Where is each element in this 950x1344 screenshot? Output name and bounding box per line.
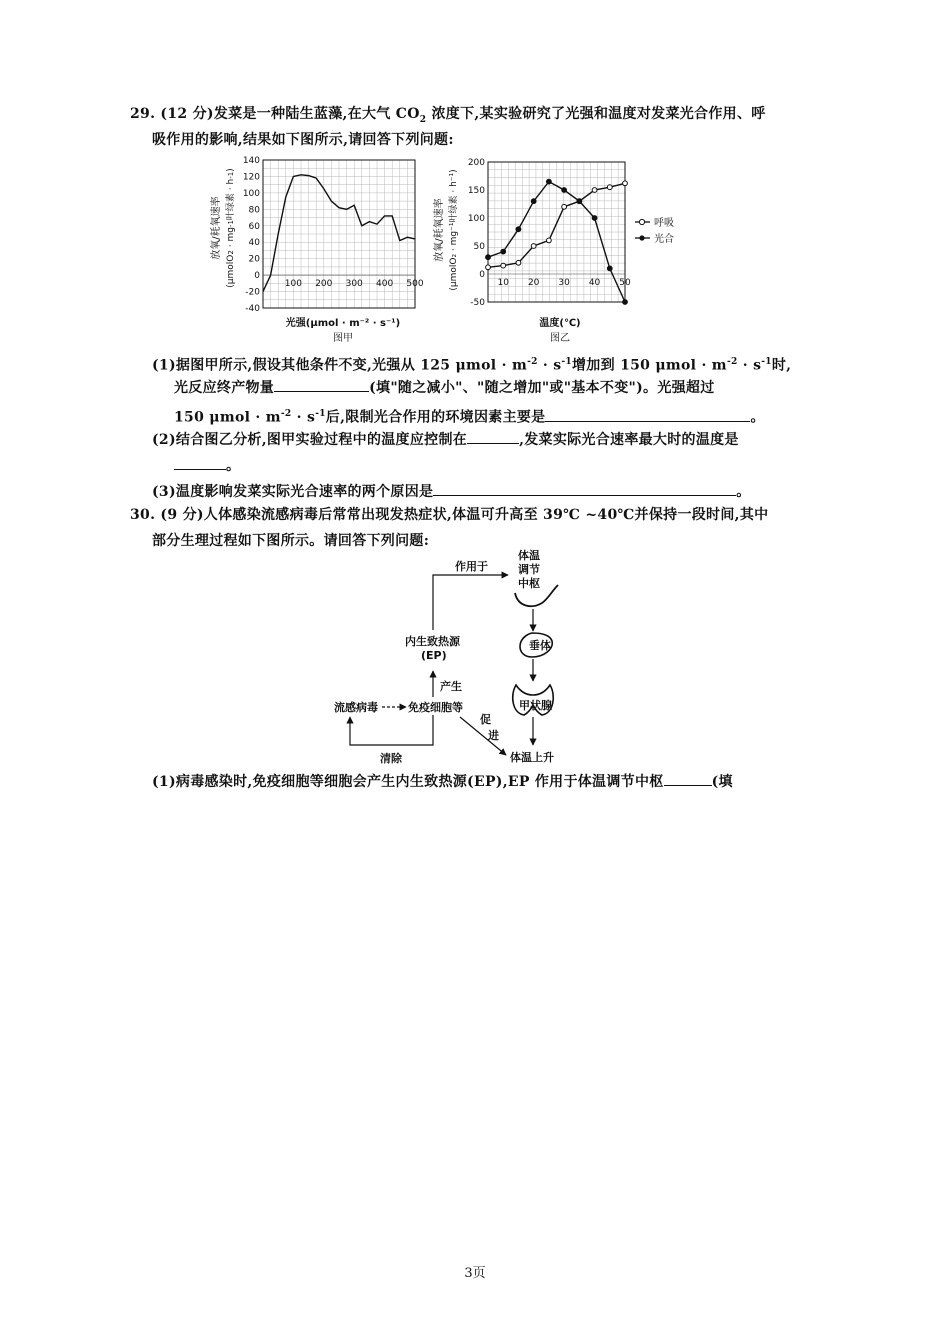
chart-jia-ytick: -20 (245, 287, 260, 298)
chart-yi-ytick: 50 (473, 242, 485, 252)
q30-line2: 部分生理过程如下图所示。请回答下列问题: (152, 533, 430, 549)
q30-p1: (1)病毒感染时,免疫细胞等细胞会产生内生致热源(EP),EP 作用于体温调节中枢 (填 (152, 771, 733, 793)
chart-jia-ytick: 20 (248, 254, 260, 265)
label-promote-1: 促 (480, 713, 491, 726)
chart-jia-caption: 图甲 (333, 333, 353, 342)
chart-yi-point (531, 199, 536, 204)
chart-jia-xtick: 100 (284, 279, 302, 290)
chart-yi-point (623, 181, 628, 186)
q29-p2-line1: (2)结合图乙分析,图甲实验过程中的温度应控制在 ,发菜实际光合速率最大时的温度是 (152, 429, 739, 451)
label-promote-2: 进 (488, 729, 499, 742)
q29-p1-line2: 光反应终产物量 (填"随之减小"、"随之增加"或"基本不变")。光强超过 (174, 377, 715, 399)
chart-jia-ytick: 120 (242, 172, 260, 183)
answer-blank-3[interactable] (467, 429, 519, 444)
chart-yi-point (486, 265, 491, 270)
legend-resp-label: 呼吸 (654, 218, 674, 229)
chart-jia-ytick: 140 (242, 156, 260, 166)
chart-yi-xtick: 10 (497, 278, 509, 288)
chart-jia (205, 150, 425, 342)
q29-p2-line2: 。 (174, 455, 240, 477)
page-number: 3页 (464, 1266, 486, 1281)
chart-jia-xtick: 200 (315, 279, 333, 290)
label-temp-up: 体温上升 (510, 751, 554, 764)
q29-p1-line3: 150 $\mu mol \cdot m^{-2} \cdot s^{-1}$后,限制光合作用的环境因素主要是 。 (174, 403, 765, 429)
chart-yi-point (577, 199, 582, 204)
chart-jia-ylabel-2: (μmolO2 · mg-1叶绿素 · h-1) (226, 168, 236, 288)
q29-line1: 29. (12 分)发菜是一种陆生蓝藻,在大气 $CO_2$ 浓度下,某实验研究了光强和温度对发菜光合作用、呼 (130, 106, 766, 125)
chart-yi-point (607, 185, 612, 190)
chart-yi-point (516, 260, 521, 265)
label-produce: 产生 (440, 680, 462, 693)
chart-jia-ylabel-1: 放氧/耗氧速率 (211, 196, 222, 260)
answer-blank-5[interactable] (433, 481, 736, 496)
chart-yi (430, 150, 690, 342)
center-l1: 体温 (518, 549, 540, 562)
q29-p3: (3)温度影响发菜实际光合速率的两个原因是 。 (152, 481, 751, 503)
label-acts-on: 作用于 (455, 560, 488, 573)
chart-yi-point (546, 179, 551, 184)
label-pituitary: 垂体 (529, 639, 551, 652)
answer-blank-2[interactable] (545, 407, 750, 422)
chart-yi-point (501, 263, 506, 268)
label-ep-l2: (EP) (421, 649, 447, 662)
answer-blank-4[interactable] (174, 455, 226, 470)
chart-yi-xtick: 20 (527, 278, 540, 288)
chart-jia-xtick: 500 (406, 279, 424, 290)
chart-jia-xtick: 400 (376, 279, 394, 290)
chart-yi-ytick: -50 (470, 298, 485, 308)
chart-yi-point (592, 216, 597, 221)
chart-yi-ylabel-1: 放氧/耗氧速率 (434, 198, 445, 262)
chart-jia-ytick: -40 (245, 304, 260, 314)
chart-jia-ytick: 60 (248, 221, 260, 232)
fever-diagram (320, 545, 620, 775)
answer-blank-6[interactable] (664, 771, 712, 786)
q30-line1: 30. (9 分)人体感染流感病毒后常常出现发热症状,体温可升高至 39℃ ~40℃并保持一段时间,其中 (130, 507, 769, 523)
chart-jia-ytick: 80 (248, 205, 260, 216)
label-clear: 清除 (380, 752, 402, 765)
chart-yi-xtick: 30 (558, 278, 570, 288)
chart-yi-point (546, 238, 551, 243)
chart-yi-point (501, 249, 506, 254)
label-immune: 免疫细胞等 (408, 701, 463, 714)
chart-yi-point (623, 300, 628, 305)
chart-yi-xlabel: 温度(℃) (539, 318, 581, 329)
chart-yi-xtick: 40 (588, 278, 601, 288)
chart-yi-ylabel-2: (μmolO₂ · mg⁻¹叶绿素 · h⁻¹) (449, 169, 459, 291)
chart-yi-ytick: 150 (467, 186, 485, 196)
chart-yi-point (486, 255, 491, 260)
label-ep-l1: 内生致热源 (405, 635, 460, 648)
chart-yi-ytick: 200 (467, 158, 485, 168)
chart-yi-ytick: 100 (467, 214, 485, 224)
chart-yi-caption: 图乙 (550, 333, 570, 342)
chart-yi-xtick: 50 (619, 278, 631, 288)
label-virus: 流感病毒 (334, 701, 378, 714)
chart-yi-ytick: 0 (479, 270, 485, 280)
q29-line2: 吸作用的影响,结果如下图所示,请回答下列问题: (152, 132, 454, 148)
center-l2: 调节 (518, 563, 540, 576)
answer-blank-1[interactable] (274, 377, 369, 392)
chart-yi-point (607, 266, 612, 271)
chart-yi-point (516, 227, 521, 232)
chart-yi-point (562, 188, 567, 193)
q29-p1-line1: (1)据图甲所示,假设其他条件不变,光强从 125 $\mu mol \cdot m^{-2} \cdot s^{-1}$增加到 150 $\mu mol \cdot m^{-2} \cdot s^{-1}$时, (152, 357, 792, 374)
label-thyroid: 甲状腺 (519, 699, 552, 712)
chart-jia-ytick: 100 (242, 188, 260, 199)
chart-yi-point (562, 204, 567, 209)
chart-jia-xlabel: 光强(μmol · m⁻² · s⁻¹) (285, 318, 401, 329)
chart-yi-legend (635, 217, 674, 245)
chart-jia-ytick: 40 (248, 238, 260, 249)
legend-photo-label: 光合 (654, 234, 674, 245)
chart-jia-ytick: 0 (254, 271, 260, 282)
chart-yi-point (592, 188, 597, 193)
chart-yi-point (531, 244, 536, 249)
center-l3: 中枢 (518, 577, 540, 590)
chart-jia-xtick: 300 (345, 279, 363, 290)
